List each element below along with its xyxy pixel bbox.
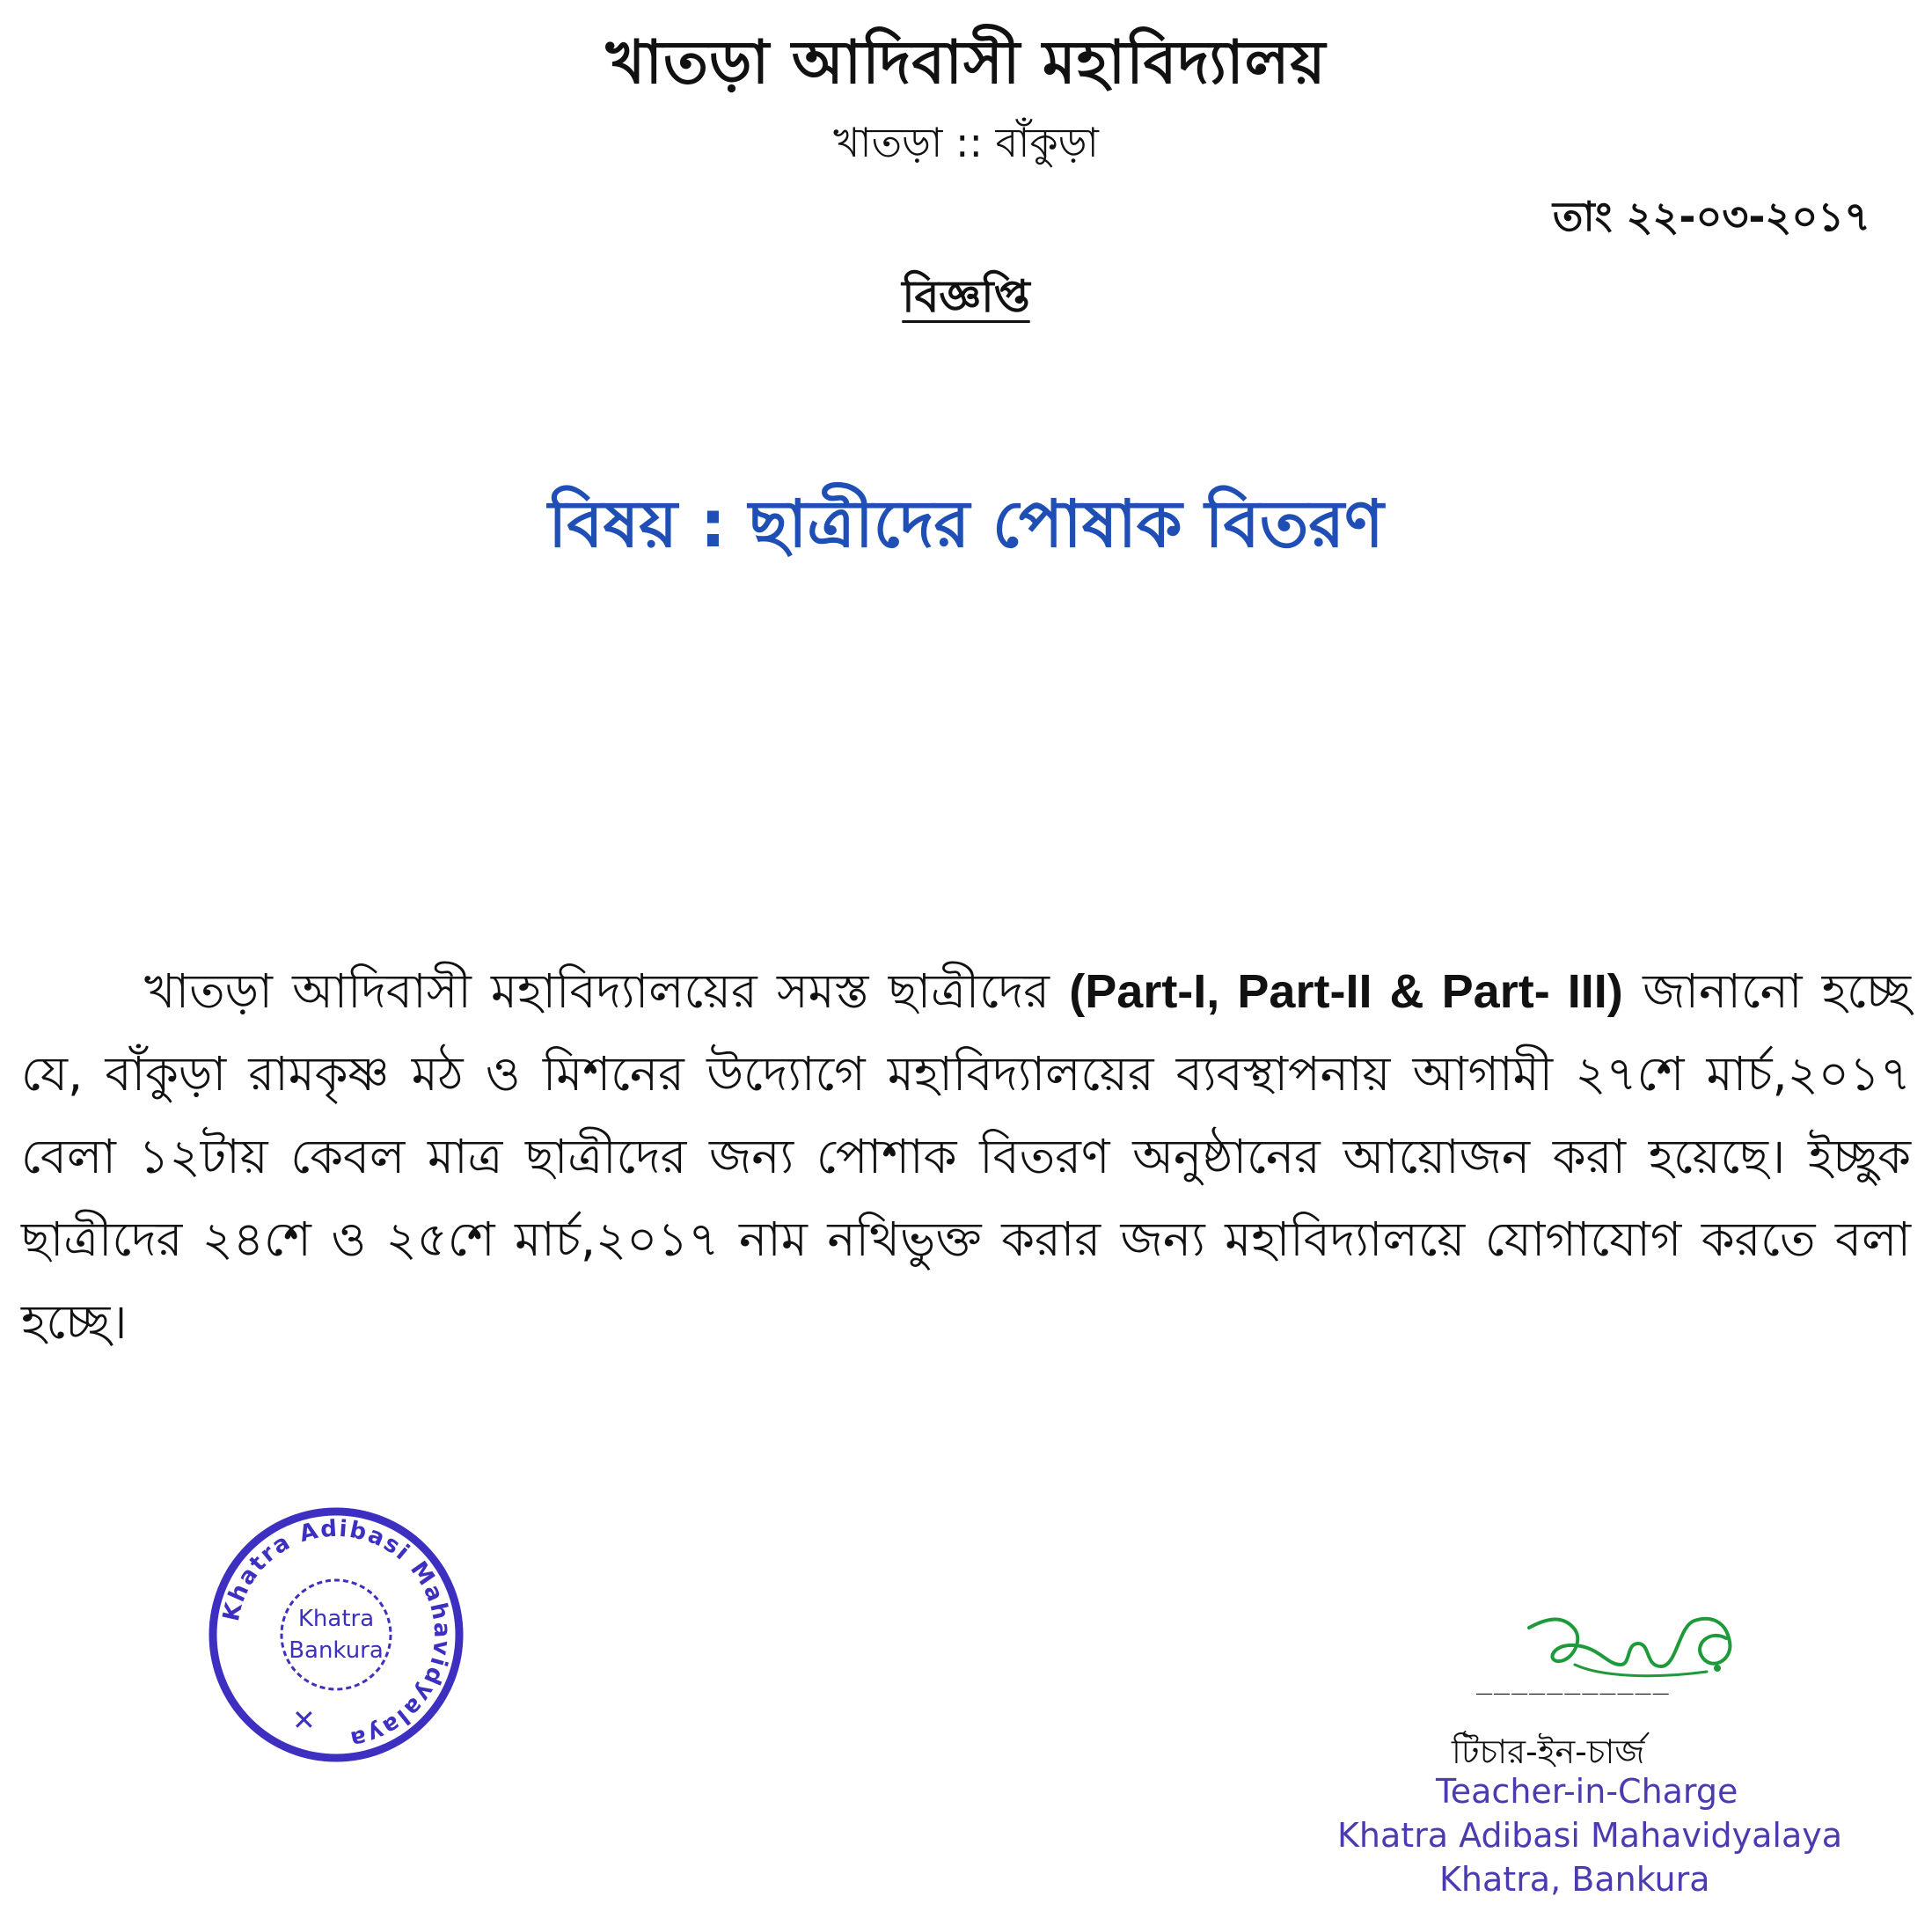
stamp-ring-text: Khatra Adibasi Mahavidyalaya — [217, 1515, 456, 1754]
notice-body — [21, 950, 1911, 1364]
stamp-inner-line1: Khatra — [297, 1606, 375, 1632]
college-location: খাতড়া :: বাঁকুড়া — [833, 119, 1099, 166]
notice-subject: বিষয় : ছাত্রীদের পোষাক বিতরণ — [548, 487, 1384, 562]
stamp-star-icon: ✕ — [292, 1703, 316, 1737]
body-text-parts: (Part-I, Part-II & Part- III) — [1069, 965, 1623, 1018]
body-text-part2: জানানো হচ্ছে যে, বাঁকুড়া রামকৃষ্ণ মঠ ও মিশনের উদ্যোগে মহাবিদ্যালয়ের ব্যবস্থাপনায় আগামী ২৭শে মার্চ,২০১৭ বেলা ১২টায় কেবল মাত্র ছাত্রীদের জন্য পোশাক বিতরণ অনুষ্ঠানের আয়োজন করা হয়েছে। ইচ্ছুক ছাত্রীদের ২৪শে ও ২৫শে মার্চ,২০১৭ নাম নথিভুক্ত করার জন্য মহাবিদ্যালয়ে যোগাযোগ করতে বলা হচ্ছে। — [21, 963, 1911, 1350]
signatory-designation-bengali: টিচার-ইন-চার্জ — [1452, 1732, 1645, 1771]
stamp-seal-icon — [204, 1503, 468, 1767]
signature-line: ___________ — [1476, 1665, 1671, 1695]
signatory-college: Khatra Adibasi Mahavidyalaya — [1337, 1816, 1843, 1855]
college-title: খাতড়া আদিবাসী মহাবিদ্যালয় — [605, 28, 1327, 98]
stamp-inner-line2: Bankura — [289, 1637, 384, 1664]
notice-date: তাং ২২-০৩-২০১৭ — [1552, 193, 1870, 240]
body-text-part1: খাতড়া আদিবাসী মহাবিদ্যালয়ের সমস্ত ছাত্রীদের — [144, 963, 1050, 1019]
svg-text:Khatra Adibasi Mahavidyalaya — [218, 1516, 455, 1754]
college-stamp — [204, 1503, 468, 1767]
signatory-place: Khatra, Bankura — [1439, 1860, 1710, 1899]
signatory-designation: Teacher-in-Charge — [1436, 1772, 1738, 1811]
notice-heading — [0, 264, 1932, 337]
notice-heading-text: বিজ্ঞপ্তি — [902, 271, 1030, 322]
